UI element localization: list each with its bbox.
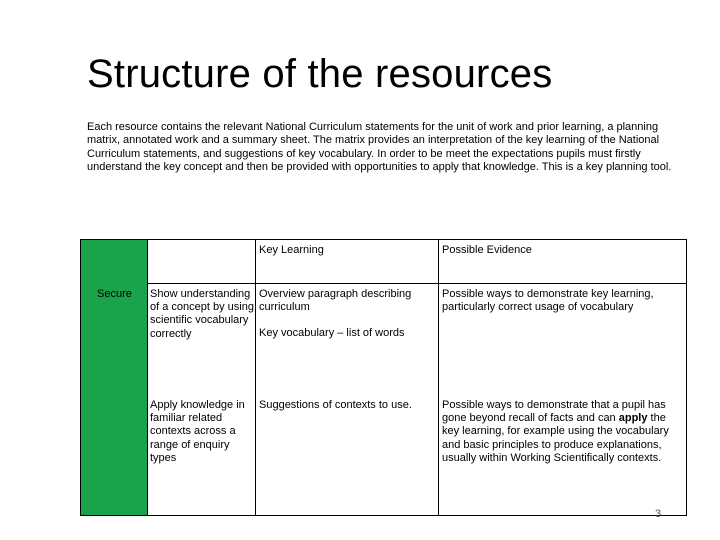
page-number: 3 [655, 508, 662, 520]
secure-band [81, 240, 148, 515]
column-divider-evidence [438, 240, 439, 515]
intro-paragraph: Each resource contains the relevant National Curriculum statements for the unit of work and prior learning, a planning matrix, annotated work and a summary sheet. The matrix provides an interpretation of the key learning of the National Curriculum statements, and suggestions of key vocabulary. In order to be meet the expectations pupils must firstly understand the key concept and then be provided with opportunities to apply that knowledge. This is a key planning tool. [87, 121, 672, 174]
row-label-secure: Secure [97, 288, 132, 300]
slide-title: Structure of the resources [87, 52, 553, 96]
key-learning-overview: Overview paragraph describing curriculum [259, 288, 412, 314]
column-divider-key-learning [255, 240, 256, 515]
category-apply: Apply knowledge in familiar related contexts across a range of enquiry types [150, 399, 245, 464]
key-learning-contexts: Suggestions of contexts to use. [259, 399, 412, 411]
evidence-apply-text-2: the key learning, for example using the vocabulary and basic principles to produce explanations, usually within Working Scientifically contexts. [442, 412, 669, 464]
header-divider [148, 283, 686, 284]
header-possible-evidence: Possible Evidence [442, 244, 532, 256]
evidence-apply-bold: apply [618, 412, 648, 425]
evidence-understanding: Possible ways to demonstrate key learning, particularly correct usage of vocabulary [442, 288, 654, 314]
evidence-apply [442, 399, 674, 465]
planning-matrix-table [80, 239, 687, 516]
key-learning-vocabulary: Key vocabulary – list of words [259, 327, 405, 339]
header-key-learning: Key Learning [259, 244, 324, 256]
category-understanding: Show understanding of a concept by using scientific vocabulary correctly [150, 288, 254, 340]
evidence-apply-text-1: Possible ways to demonstrate that a pupil has gone beyond recall of facts and can [442, 399, 666, 425]
